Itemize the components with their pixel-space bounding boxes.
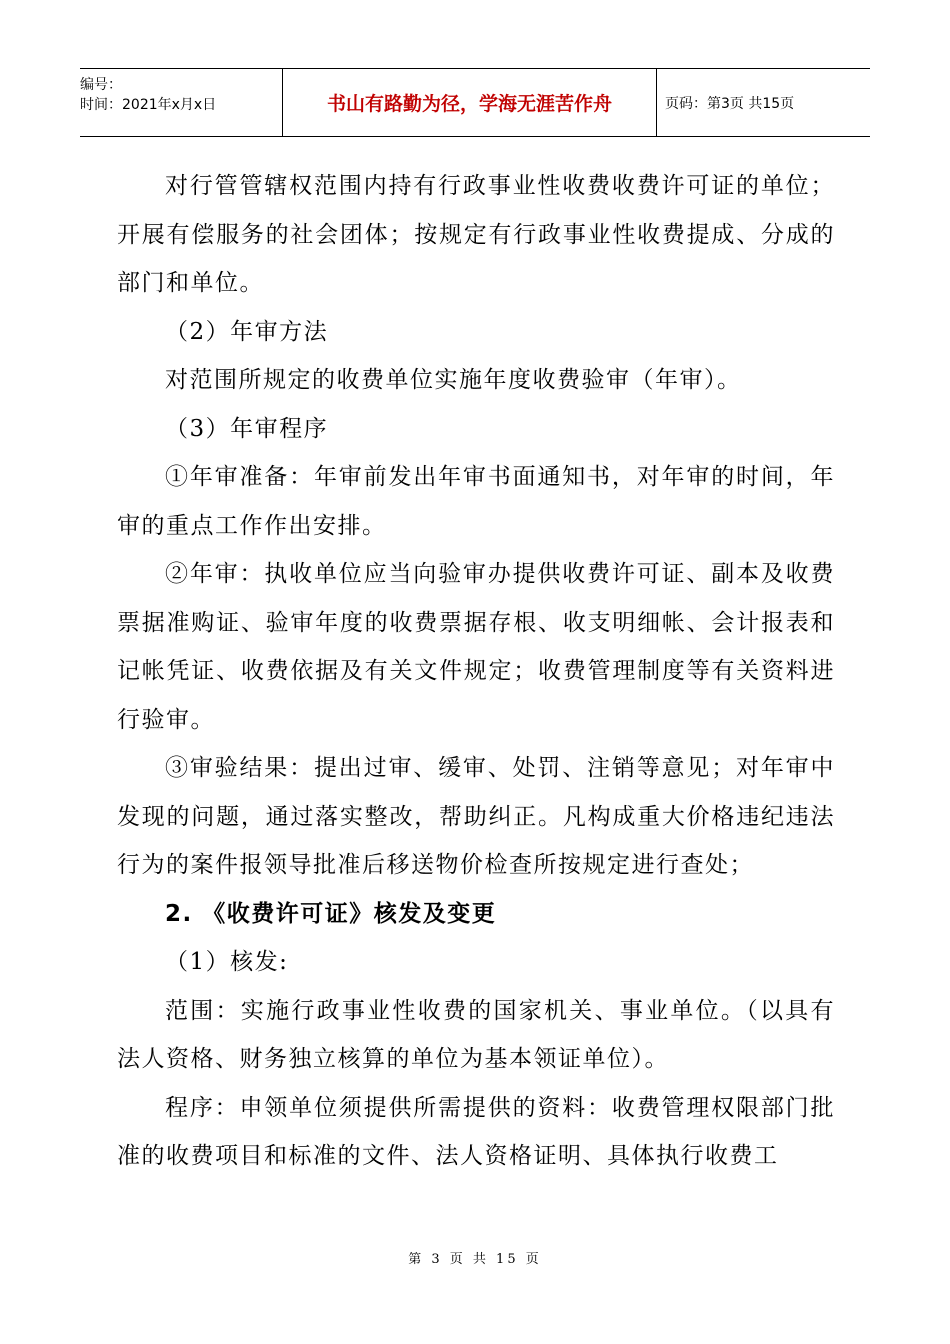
document-body (117, 162, 835, 1181)
paragraph-procedure-heading: （3）年审程序 (165, 415, 329, 442)
page-footer: 第 3 页 共 15 页 (408, 1252, 542, 1267)
header-motto: 书山有路勤为径，学海无涯苦作舟 (326, 93, 612, 115)
paragraph-issue-procedure: 程序：申领单位须提供所需提供的资料：收费管理权限部门批准的收费项目和标准的文件、法人资格证明、具体执行收费工 (117, 1094, 835, 1169)
document-number-label: 编号： (80, 77, 122, 93)
paragraph-issue-heading: （1）核发: (165, 949, 289, 975)
paragraph-prep: ①年审准备：年审前发出年审书面通知书，对年审的时间，年审的重点工作作出安排。 (117, 464, 835, 539)
paragraph-review: ②年审：执收单位应当向验审办提供收费许可证、副本及收费票据准购证、验审年度的收费票据存根、收支明细帐、会计报表和记帐凭证、收费依据及有关文件规定；收费管理制度等有关资料进行验审。 (117, 561, 835, 733)
document-time-label: 时间：2021年x月x日 (80, 97, 217, 113)
section-heading-license: 2. 《收费许可证》核发及变更 (165, 900, 497, 927)
paragraph-method-heading: （2）年审方法 (165, 318, 329, 345)
paragraph-result: ③审验结果：提出过审、缓审、处罚、注销等意见；对年审中发现的问题，通过落实整改，帮助纠正。凡构成重大价格违纪违法行为的案件报领导批准后移送物价检查所按规定进行查处； (117, 755, 835, 878)
header-meta (80, 69, 283, 136)
header-motto-cell (283, 69, 657, 136)
page-header (80, 68, 870, 137)
paragraph-issue-scope: 范围：实施行政事业性收费的国家机关、事业单位。（以具有法人资格、财务独立核算的单位为基本领证单位）。 (117, 997, 835, 1072)
paragraph-method: 对范围所规定的收费单位实施年度收费验审（年审）。 (165, 367, 742, 393)
paragraph-scope: 对行管管辖权范围内持有行政事业性收费收费许可证的单位；开展有偿服务的社会团体；按规定有行政事业性收费提成、分成的部门和单位。 (117, 173, 835, 296)
header-page-info: 页码：第3页 共15页 (665, 95, 795, 112)
